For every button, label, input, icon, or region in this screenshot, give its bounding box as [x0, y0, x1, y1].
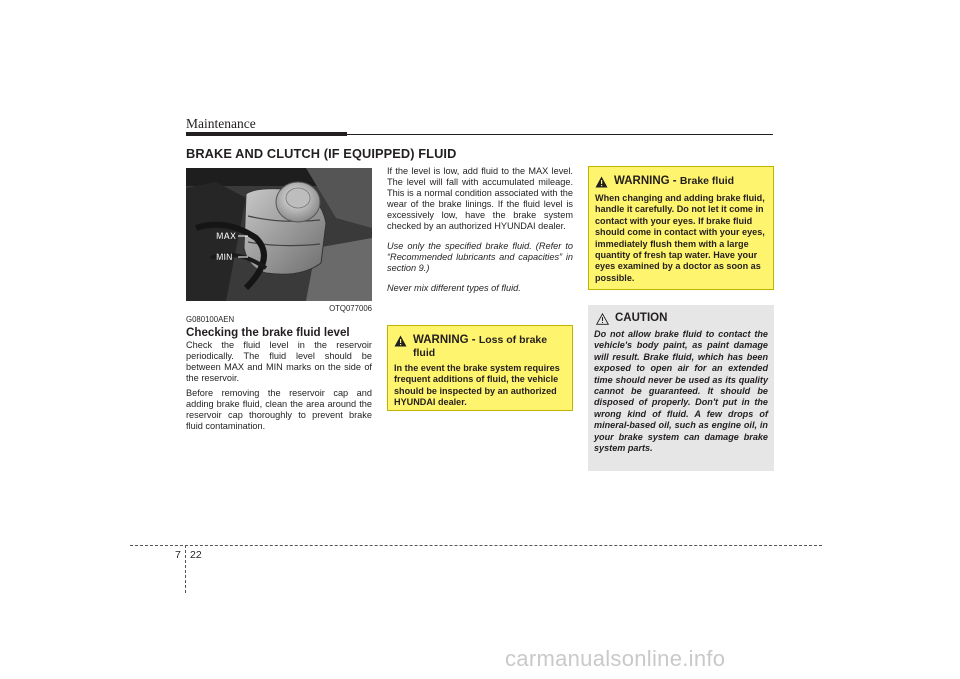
- warning-loss-title: Loss of brake fluid: [413, 334, 548, 359]
- note-never-mix: Never mix different types of fluid.: [387, 283, 521, 293]
- section-number: 7: [175, 549, 181, 561]
- warning-brake-title: Brake fluid: [679, 175, 735, 187]
- min-label: MIN: [216, 252, 233, 262]
- footer-divider: [185, 545, 186, 593]
- page-number: 22: [190, 549, 202, 561]
- caution-triangle-icon: [596, 313, 609, 328]
- caution-header: [594, 312, 768, 328]
- brake-reservoir-illustration: [186, 168, 372, 301]
- footer-rule: [130, 545, 822, 546]
- warning-loss-of-brake-fluid: [387, 325, 573, 411]
- warning-brake-header: [595, 175, 767, 191]
- warning-brake-label: WARNING -: [614, 175, 680, 187]
- document-code: G080100AEN: [186, 315, 235, 324]
- figure-code: OTQ077006: [329, 304, 372, 313]
- warning-triangle-icon: [394, 335, 407, 350]
- caution-box: [588, 305, 774, 471]
- running-head: Maintenance: [186, 116, 256, 131]
- caution-body: Do not allow brake fluid to contact the vehicle's body paint, as paint damage will result. Brake fluid, which has been exposed to open air for an extended time should never be used as its quality cannot be guaranteed. It should be disposed of properly. Don't put in the wrong kind of fluid. A few drops of mineral-based oil, such as engine oil, in your brake system can damage brake system parts.: [594, 329, 768, 454]
- max-label: MAX: [216, 231, 236, 241]
- note-specified-fluid: Use only the specified brake fluid. (Refer to “Recommended lubricants and capacities” in section 9.): [387, 241, 573, 273]
- warning-loss-label: WARNING -: [413, 334, 479, 346]
- warning-brake-fluid: [588, 166, 774, 290]
- section-title: BRAKE AND CLUTCH (IF EQUIPPED) FLUID: [186, 146, 457, 161]
- watermark: carmanualsonline.info: [505, 646, 726, 671]
- paragraph-level-low: If the level is low, add fluid to the MAX level. The level will fall with accumulated mileage. This is a normal condition associated with the wear of the brake linings. If the fluid level is excessively low, have the brake system checked by an authorized HYUNDAI dealer.: [387, 166, 573, 231]
- header-rule-accent: [186, 132, 347, 136]
- warning-brake-body: When changing and adding brake fluid, handle it carefully. Do not let it come in contact with your eyes. If brake fluid should come in contact with your eyes, immediately flush them with a large quantity of fresh tap water. Have your eyes examined by a doctor as soon as possible.: [595, 193, 765, 283]
- warning-loss-body: In the event the brake system requires frequent additions of fluid, the vehicle should be inspected by an authorized HYUNDAI dealer.: [394, 363, 560, 408]
- paragraph-before-removing: Before removing the reservoir cap and adding brake fluid, clean the area around the reservoir cap thoroughly to prevent brake fluid contamination.: [186, 388, 372, 431]
- column-1-body: [186, 340, 372, 436]
- subsection-heading: Checking the brake fluid level: [186, 326, 350, 339]
- warning-loss-header: [394, 334, 566, 360]
- warning-triangle-icon: [595, 176, 608, 191]
- brake-reservoir-photo: [186, 168, 372, 301]
- column-2-body: [387, 166, 573, 298]
- caution-title: CAUTION: [615, 312, 668, 324]
- paragraph-check-level: Check the fluid level in the reservoir periodically. The fluid level should be between MAX and MIN marks on the side of the reservoir.: [186, 340, 372, 383]
